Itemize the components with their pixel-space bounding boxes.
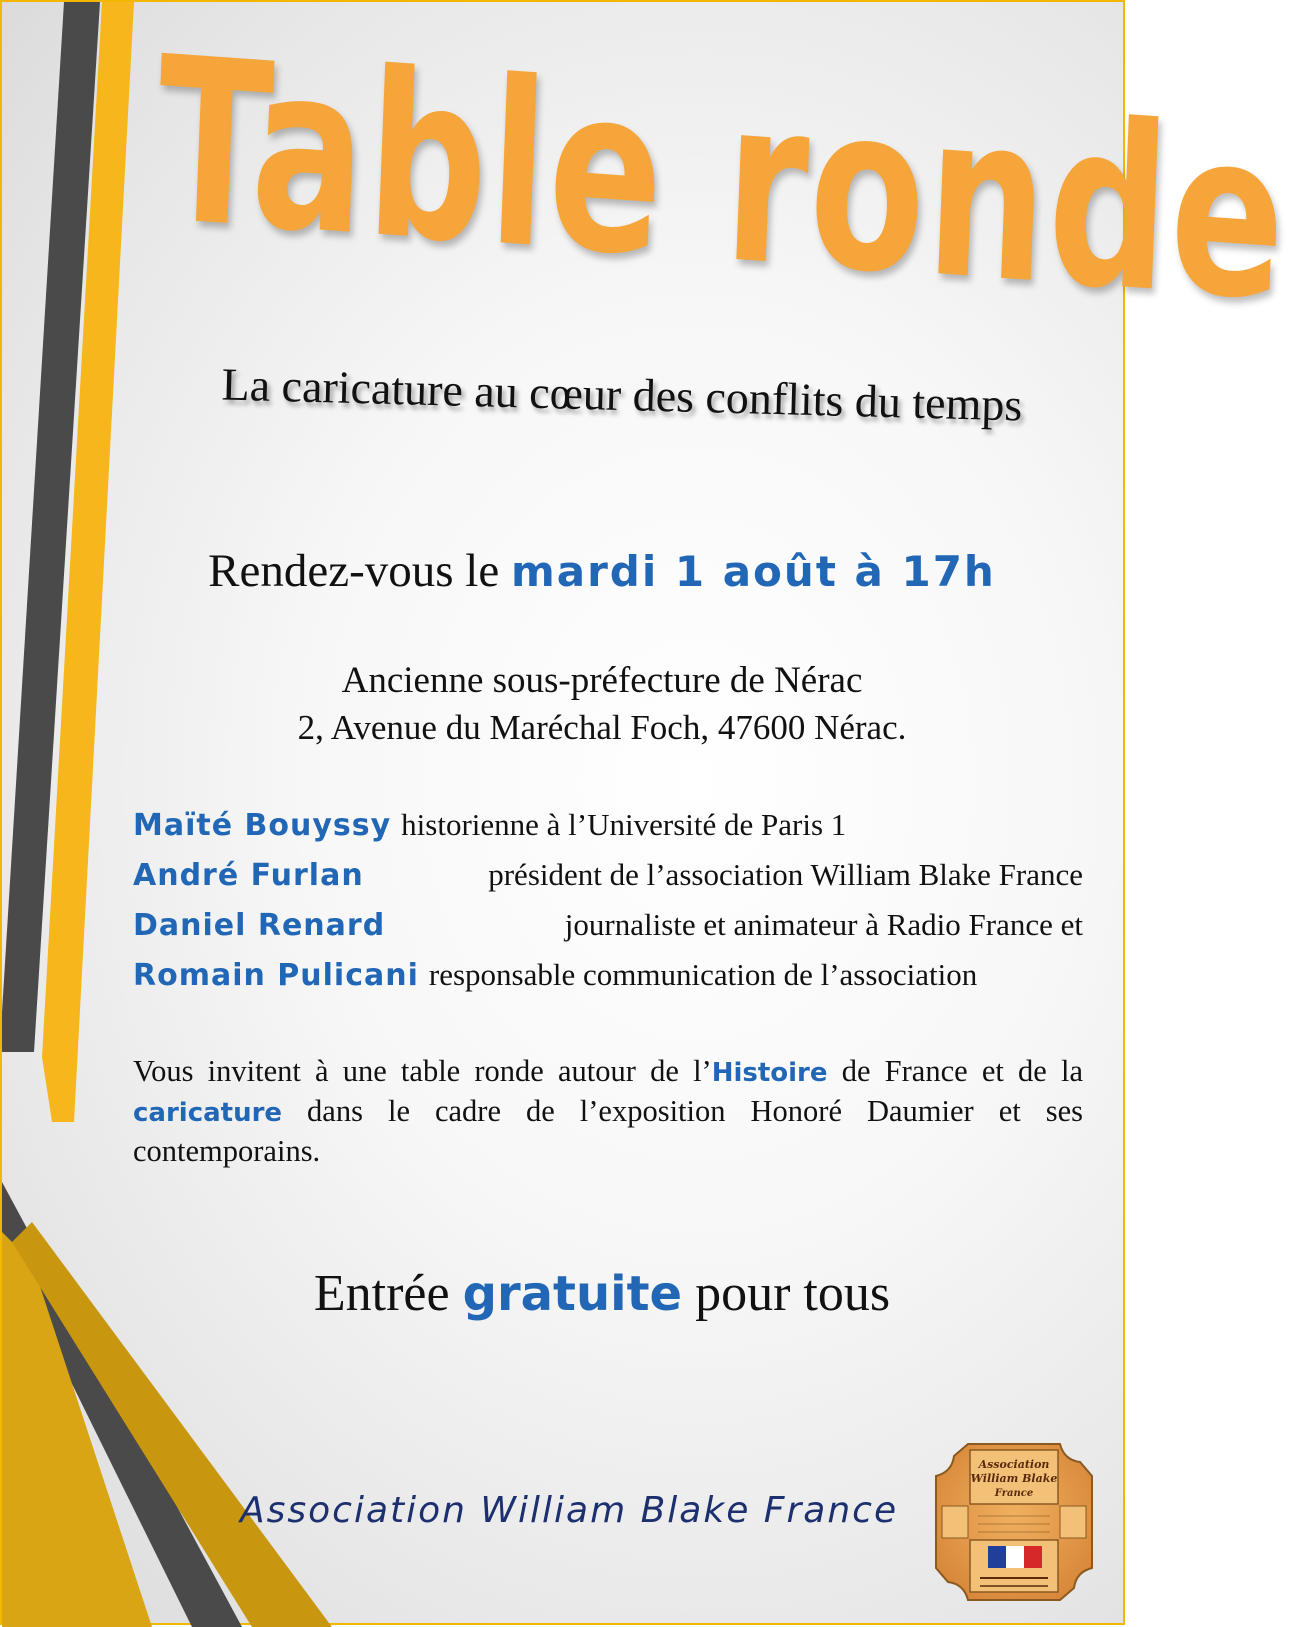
rendezvous-line [102, 544, 1102, 598]
intro-paragraph [133, 1052, 1083, 1170]
speaker-role: historienne à l’Université de Paris 1 [401, 807, 847, 842]
speaker-row [133, 807, 1083, 857]
venue-name: Ancienne sous-préfecture de Nérac [341, 660, 863, 701]
event-date: mardi 1 août à 17h [510, 547, 996, 596]
free-suffix: pour tous [695, 1265, 891, 1322]
speaker-role: président de l’association William Blake France [488, 857, 1083, 892]
poster-subtitle: La caricature au cœur des conflits du temps [221, 358, 1023, 431]
intro-text: de France et de la [827, 1054, 1083, 1088]
speaker-name: Maïté Bouyssy [133, 808, 392, 843]
speaker-name: Daniel Renard [133, 908, 386, 943]
speaker-name: André Furlan [133, 858, 364, 893]
speaker-name: Romain Pulicani [133, 958, 419, 993]
free-prefix: Entrée [313, 1265, 450, 1322]
svg-text:William Blake: William Blake [970, 1472, 1058, 1485]
speaker-role: journaliste et animateur à Radio France et [564, 907, 1083, 942]
speaker-row [133, 907, 1083, 957]
poster-title: Table ronde [152, 7, 1292, 352]
free-highlight: gratuite [462, 1266, 683, 1322]
intro-text: Vous invitent à une table ronde autour de l’ [133, 1054, 712, 1088]
venue-address: 2, Avenue du Maréchal Foch, 47600 Nérac. [297, 708, 907, 747]
rendezvous-prefix: Rendez-vous le [208, 545, 500, 597]
intro-highlight: Histoire [711, 1058, 828, 1088]
speaker-row [133, 957, 1083, 1007]
speaker-list [133, 807, 1083, 1007]
association-name: Association William Blake France [240, 1490, 899, 1531]
intro-text: dans le cadre de l’exposition Honoré Daumier et ses contemporains. [133, 1094, 1083, 1168]
speaker-role: responsable communication de l’association [428, 957, 978, 992]
svg-text:Association: Association [978, 1458, 1050, 1471]
intro-highlight: caricature [133, 1098, 283, 1128]
venue [102, 657, 1102, 751]
speaker-row [133, 857, 1083, 907]
association-seal-logo [928, 1436, 1100, 1608]
svg-text:France: France [994, 1488, 1034, 1499]
free-entry-line [102, 1264, 1102, 1323]
